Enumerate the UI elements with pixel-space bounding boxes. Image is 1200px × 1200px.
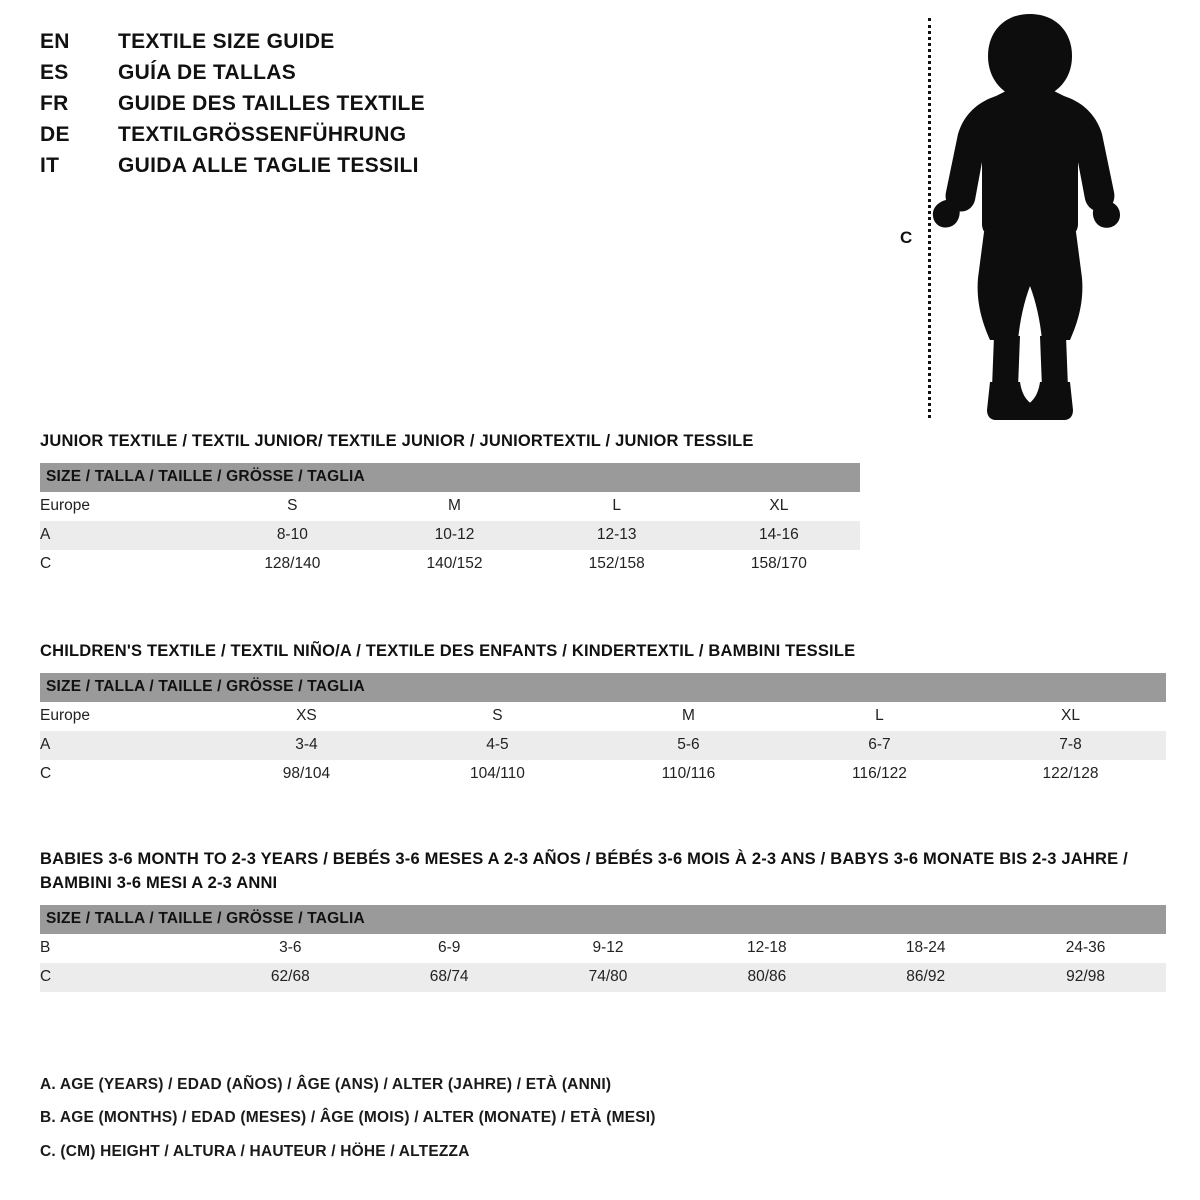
babies-row-b-3-6: 3-6: [211, 934, 370, 963]
children-row-c-xs: 98/104: [211, 760, 402, 789]
children-row-a-xl: 7-8: [975, 731, 1166, 760]
height-measure-label: C: [900, 228, 913, 247]
section-children-title: CHILDREN'S TEXTILE / TEXTIL NIÑO/A / TEXTILE DES ENFANTS / KINDERTEXTIL / BAMBINI TESSILE: [40, 642, 856, 660]
children-row-c-s: 104/110: [402, 760, 593, 789]
babies-row-b-9-12: 9-12: [529, 934, 688, 963]
table-row: [40, 934, 1166, 963]
junior-header-label: Europe: [40, 492, 211, 521]
children-size-table: [40, 673, 1166, 789]
footnote-c: C. (CM) HEIGHT / ALTURA / HAUTEUR / HÖHE / ALTEZZA: [40, 1142, 470, 1160]
junior-band-label: SIZE / TALLA / TAILLE / GRÖSSE / TAGLIA: [40, 463, 860, 492]
section-junior-title: JUNIOR TEXTILE / TEXTIL JUNIOR/ TEXTILE JUNIOR / JUNIORTEXTIL / JUNIOR TESSILE: [40, 432, 754, 450]
babies-band-label: SIZE / TALLA / TAILLE / GRÖSSE / TAGLIA: [40, 905, 1166, 934]
babies-row-c-label: C: [40, 963, 211, 992]
footnote-b: B. AGE (MONTHS) / EDAD (MESES) / ÂGE (MOIS) / ALTER (MONATE) / ETÀ (MESI): [40, 1109, 656, 1127]
footnote-a: A. AGE (YEARS) / EDAD (AÑOS) / ÂGE (ANS) / ALTER (JAHRE) / ETÀ (ANNI): [40, 1076, 612, 1093]
babies-row-b-12-18: 12-18: [687, 934, 846, 963]
children-row-a-xs: 3-4: [211, 731, 402, 760]
junior-row-c-xl: 158/170: [698, 550, 860, 579]
babies-row-b-6-9: 6-9: [370, 934, 529, 963]
children-header-size-s: S: [402, 702, 593, 731]
children-row-a-label: A: [40, 731, 211, 760]
header-row-en: [40, 30, 840, 61]
section-junior: [40, 430, 860, 579]
junior-row-a-l: 12-13: [536, 521, 698, 550]
header-title-en: TEXTILE SIZE GUIDE: [118, 30, 335, 53]
junior-row-a-s: 8-10: [211, 521, 373, 550]
babies-row-c-24-36: 92/98: [1005, 963, 1166, 992]
babies-row-b-18-24: 18-24: [846, 934, 1005, 963]
table-row: [40, 963, 1166, 992]
header-lang-fr: FR: [40, 92, 69, 115]
header-title-de: TEXTILGRÖSSENFÜHRUNG: [118, 123, 407, 146]
children-row-c-label: C: [40, 760, 211, 789]
babies-row-c-9-12: 74/80: [529, 963, 688, 992]
junior-header-size-s: S: [211, 492, 373, 521]
header-lang-it: IT: [40, 154, 60, 177]
table-row: [40, 521, 860, 550]
babies-band-row: [40, 905, 1166, 934]
junior-header-row: [40, 492, 860, 521]
table-row: [40, 550, 860, 579]
babies-row-c-18-24: 86/92: [846, 963, 1005, 992]
children-row-c-l: 116/122: [784, 760, 975, 789]
junior-row-a-xl: 14-16: [698, 521, 860, 550]
section-babies: [40, 848, 1166, 992]
children-header-size-xs: XS: [211, 702, 402, 731]
children-header-size-xl: XL: [975, 702, 1166, 731]
junior-header-size-l: L: [536, 492, 698, 521]
footnotes: [40, 1068, 1160, 1168]
children-header-size-l: L: [784, 702, 975, 731]
junior-header-size-m: M: [373, 492, 535, 521]
child-silhouette-icon: [930, 10, 1130, 430]
header-row-it: [40, 154, 840, 185]
babies-row-b-24-36: 24-36: [1005, 934, 1166, 963]
junior-band-row: [40, 463, 860, 492]
babies-row-b-label: B: [40, 934, 211, 963]
babies-size-table: [40, 905, 1166, 992]
children-header-size-m: M: [593, 702, 784, 731]
children-header-row: [40, 702, 1166, 731]
babies-row-c-12-18: 80/86: [687, 963, 846, 992]
table-row: [40, 760, 1166, 789]
section-children: [40, 640, 1166, 789]
children-header-label: Europe: [40, 702, 211, 731]
header-lang-en: EN: [40, 30, 70, 53]
header-lang-es: ES: [40, 61, 69, 84]
header-title-fr: GUIDE DES TAILLES TEXTILE: [118, 92, 425, 115]
children-band-row: [40, 673, 1166, 702]
measurement-figure: [900, 10, 1130, 430]
section-babies-title: BABIES 3-6 MONTH TO 2-3 YEARS / BEBÉS 3-6 MESES A 2-3 AÑOS / BÉBÉS 3-6 MOIS À 2-3 ANS / BABYS 3-6 MONATE BIS 2-3 JAHRE / BAMBINI 3-6 MESI A 2-3 ANNI: [40, 850, 1128, 892]
children-band-label: SIZE / TALLA / TAILLE / GRÖSSE / TAGLIA: [40, 673, 1166, 702]
header-title-it: GUIDA ALLE TAGLIE TESSILI: [118, 154, 419, 177]
children-row-c-m: 110/116: [593, 760, 784, 789]
junior-row-c-s: 128/140: [211, 550, 373, 579]
header-row-de: [40, 123, 840, 154]
header-row-fr: [40, 92, 840, 123]
babies-row-c-3-6: 62/68: [211, 963, 370, 992]
junior-row-a-label: A: [40, 521, 211, 550]
header: [40, 30, 840, 185]
babies-row-c-6-9: 68/74: [370, 963, 529, 992]
children-row-a-s: 4-5: [402, 731, 593, 760]
junior-row-c-l: 152/158: [536, 550, 698, 579]
junior-row-a-m: 10-12: [373, 521, 535, 550]
header-row-es: [40, 61, 840, 92]
children-row-a-l: 6-7: [784, 731, 975, 760]
header-title-es: GUÍA DE TALLAS: [118, 61, 297, 84]
table-row: [40, 731, 1166, 760]
junior-row-c-m: 140/152: [373, 550, 535, 579]
junior-header-size-xl: XL: [698, 492, 860, 521]
header-lang-de: DE: [40, 123, 70, 146]
children-row-c-xl: 122/128: [975, 760, 1166, 789]
junior-size-table: [40, 463, 860, 579]
children-row-a-m: 5-6: [593, 731, 784, 760]
junior-row-c-label: C: [40, 550, 211, 579]
